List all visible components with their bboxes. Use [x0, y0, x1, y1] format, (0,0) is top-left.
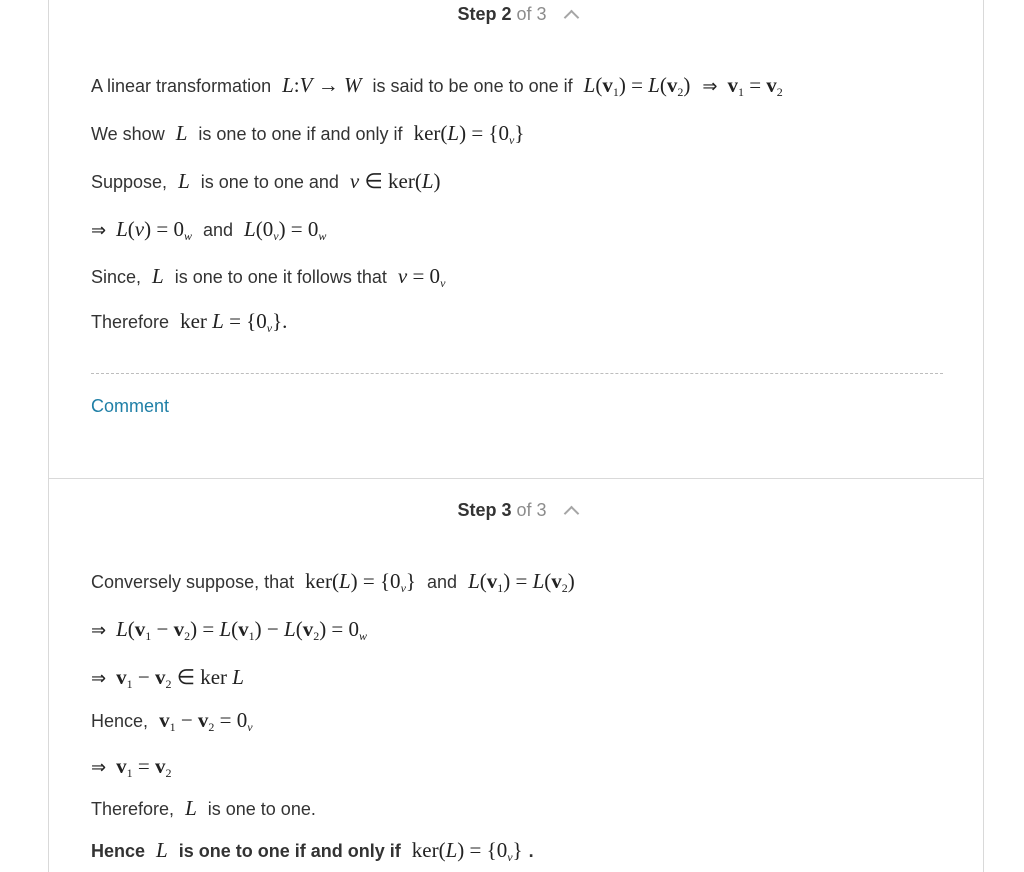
- step-3-line-3: [91, 664, 250, 692]
- step-number: 3: [501, 500, 512, 520]
- text: and: [427, 572, 458, 592]
- step-number: 2: [501, 4, 512, 24]
- text: Hence,: [91, 711, 149, 731]
- step-word: Step: [457, 4, 497, 24]
- text: is one to one it follows that: [174, 267, 387, 287]
- implies-symbol: ⇒: [91, 620, 107, 641]
- step-2-line-2: [91, 120, 530, 147]
- text: Therefore,: [91, 799, 175, 819]
- math-expression: $v = 0_v$: [397, 264, 446, 290]
- math-expression: L: [156, 838, 168, 862]
- comment-link[interactable]: Comment: [91, 396, 170, 416]
- math-expression: v ∈ ker(L): [349, 169, 441, 193]
- step-2-line-1: [91, 72, 789, 100]
- text: is one to one.: [207, 799, 316, 819]
- step-2-header[interactable]: [49, 3, 985, 25]
- step-3-line-5: [91, 753, 177, 781]
- step-total: of 3: [516, 4, 547, 24]
- math-expression: $v_1 - v_2$ ∈ ker L: [116, 665, 244, 691]
- step-3-line-4: [91, 707, 259, 734]
- math-expression: $L(v_1) = L(v_2)$: [468, 569, 575, 595]
- dashed-divider: [91, 373, 943, 374]
- implies-symbol: ⇒: [91, 757, 107, 778]
- step-3-line-2: [91, 616, 373, 644]
- implies-symbol: ⇒: [702, 76, 718, 97]
- text: A linear transformation: [91, 76, 272, 96]
- step-total: of 3: [516, 500, 547, 520]
- math-expression: $ker(L) = \{0_v\}$: [305, 569, 416, 595]
- step-3-line-6: [91, 795, 316, 822]
- text: Therefore: [91, 312, 170, 332]
- math-expression: $v_1 - v_2 = 0_v$: [159, 708, 253, 734]
- step-2-line-5: [91, 263, 451, 290]
- math-expression: L: [175, 121, 188, 145]
- math-expression: $L(v_1) = L(v_2)$: [583, 73, 691, 99]
- chevron-up-icon[interactable]: [563, 506, 579, 522]
- math-expression: $ker(L) = \{0_v\}$: [413, 121, 525, 147]
- text: is said to be one to one if: [372, 76, 573, 96]
- period: .: [528, 841, 534, 861]
- step-3-header[interactable]: [49, 499, 985, 521]
- text: is one to one if and only if: [178, 841, 401, 861]
- math-expression: $L(v_1 - v_2) = L(v_1) - L(v_2) = 0_w$: [116, 617, 368, 643]
- step-3-conclusion: [91, 837, 534, 864]
- math-expression: L: [178, 169, 190, 193]
- step-3-line-1: [91, 568, 581, 595]
- math-expression: ker $L = \{0_v\}$.: [180, 309, 288, 335]
- step-word: Step: [457, 500, 497, 520]
- math-expression: $ker(L) = \{0_v\}$: [411, 838, 523, 864]
- step-2-panel: [48, 0, 984, 479]
- text: Suppose,: [91, 172, 168, 192]
- text: Conversely suppose, that: [91, 572, 295, 592]
- implies-symbol: ⇒: [91, 668, 107, 689]
- math-expression: L: [152, 264, 164, 288]
- text: Since,: [91, 267, 142, 287]
- chevron-up-icon[interactable]: [563, 10, 579, 26]
- math-expression: $v_1 = v_2$: [116, 754, 172, 780]
- text: is one to one if and only if: [198, 124, 403, 144]
- text: and: [202, 220, 234, 240]
- text: We show: [91, 124, 165, 144]
- math-expression: $L(0_v) = 0_w$: [244, 217, 327, 243]
- step-2-line-3: [91, 168, 447, 195]
- math-expression: $v_1 = v_2$: [727, 73, 783, 99]
- step-3-panel: [48, 479, 984, 872]
- implies-symbol: ⇒: [91, 220, 107, 241]
- math-expression: L: [185, 796, 197, 820]
- math-expression: $L(v) = 0_w$: [116, 217, 192, 243]
- text: Hence: [91, 841, 146, 861]
- text: is one to one and: [200, 172, 339, 192]
- math-expression: L:V → W: [282, 73, 362, 97]
- step-2-line-4: [91, 216, 332, 244]
- step-2-line-6: [91, 308, 293, 335]
